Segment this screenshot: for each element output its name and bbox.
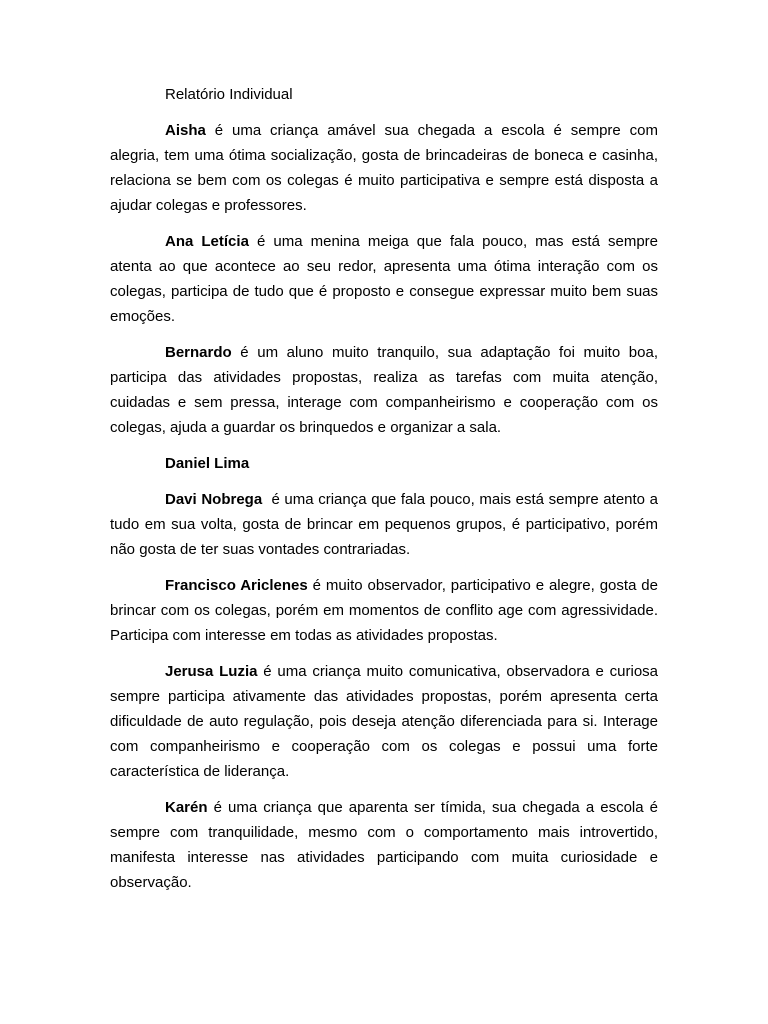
report-title: Relatório Individual <box>165 86 293 103</box>
student-name: Aisha <box>165 122 206 139</box>
student-entry-ana-leticia <box>110 229 658 329</box>
student-entry-daniel-lima <box>110 451 658 476</box>
student-name: Jerusa Luzia <box>165 663 258 680</box>
student-entry-aisha <box>110 118 658 218</box>
student-name: Davi Nobrega <box>165 491 263 508</box>
student-name: Bernardo <box>165 344 232 361</box>
student-description: é uma criança muito comunicativa, observadora e curiosa sempre participa ativamente das atividades propostas, porém apresenta certa dificuldade de auto regulação, pois deseja atenção diferenciada para si. Interage com companheirismo e cooperação com os colegas e possui uma forte característica de liderança. <box>110 663 659 780</box>
student-entry-karen <box>110 795 658 895</box>
student-name: Karén <box>165 799 208 816</box>
student-description: é uma criança que aparenta ser tímida, sua chegada a escola é sempre com tranquilidade, mesmo com o comportamento mais introvertido, manifesta interesse nas atividades participando com muita curiosidade e observação. <box>110 799 658 891</box>
student-entry-jerusa-luzia <box>110 659 658 784</box>
student-description: é uma criança amável sua chegada a escola é sempre com alegria, tem uma ótima socialização, gosta de brincadeiras de boneca e casinha, relaciona se bem com os colegas é muito participativa e sempre está disposta a ajudar colegas e professores. <box>110 122 658 214</box>
student-description: é muito observador, participativo e alegre, gosta de brincar com os colegas, porém em momentos de conflito age com agressividade. Participa com interesse em todas as atividades propostas. <box>110 577 658 644</box>
student-entry-bernardo <box>110 340 658 440</box>
student-name: Francisco Ariclenes <box>165 577 308 594</box>
student-entry-francisco-ariclenes <box>110 573 658 648</box>
report-body <box>110 82 663 906</box>
student-description: é uma criança que fala pouco, mais está sempre atento a tudo em sua volta, gosta de brincar em pequenos grupos, é participativo, porém não gosta de ter suas vontades contrariadas. <box>110 491 663 558</box>
student-description: é um aluno muito tranquilo, sua adaptação foi muito boa, participa das atividades propostas, realiza as tarefas com muita atenção, cuidadas e sem pressa, interage com companheirismo e cooperação com os colegas, ajuda a guardar os brinquedos e organizar a sala. <box>110 344 658 436</box>
student-name: Ana Letícia <box>165 233 249 250</box>
student-entry-davi-nobrega <box>110 487 663 562</box>
student-description: é uma menina meiga que fala pouco, mas está sempre atenta ao que acontece ao seu redor, apresenta uma ótima interação com os colegas, participa de tudo que é proposto e consegue expressar muito bem suas emoções. <box>110 233 659 325</box>
student-name: Daniel Lima <box>165 455 250 472</box>
